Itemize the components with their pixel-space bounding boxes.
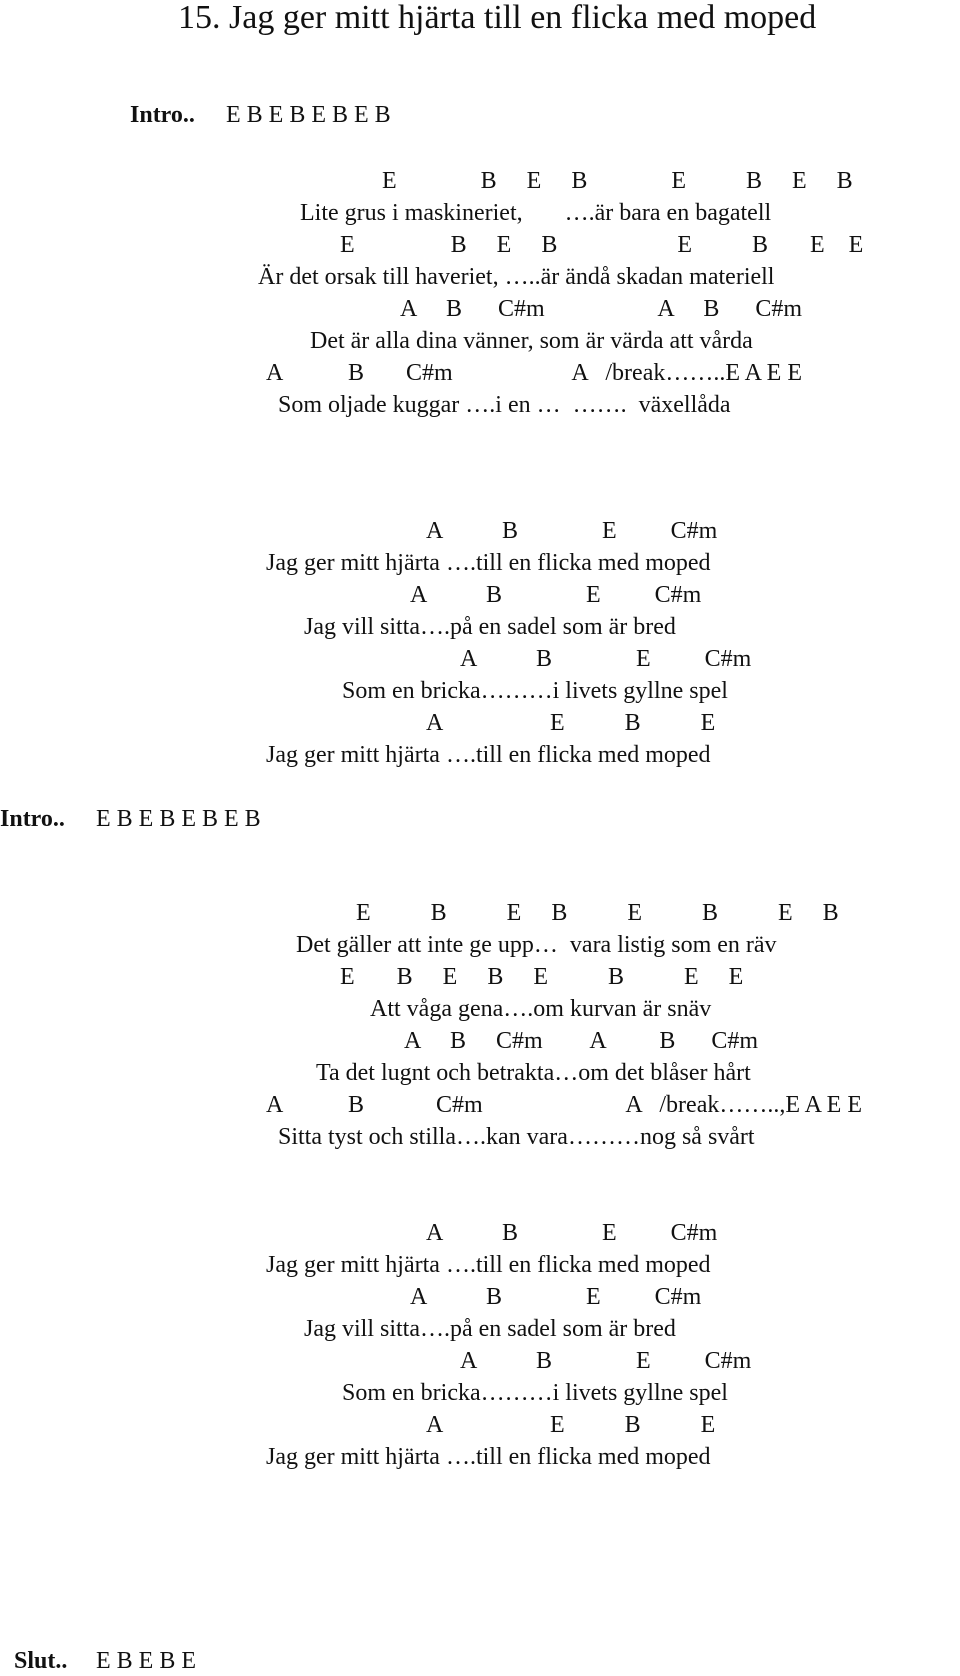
chord-line: A B C#m A /break……..,E A E E — [266, 1092, 863, 1118]
chord-line: A B E C#m — [426, 518, 718, 544]
chord-line: A B E C#m — [426, 1220, 718, 1246]
song-title: 15. Jag ger mitt hjärta till en flicka med moped — [178, 0, 817, 36]
lyric-line: Jag vill sitta….på en sadel som är bred — [304, 1316, 676, 1342]
chord-line: E B E B E B E E — [340, 964, 744, 990]
lyric-line: Som oljade kuggar ….i en … ……. växellåda — [278, 392, 731, 418]
lyric-line: Lite grus i maskineriet, ….är bara en bagatell — [300, 200, 772, 226]
lyric-line: Jag ger mitt hjärta ….till en flicka med moped — [266, 1444, 711, 1470]
lyric-line: Jag ger mitt hjärta ….till en flicka med moped — [266, 742, 711, 768]
lyric-line: Som en bricka………i livets gyllne spel — [342, 1380, 728, 1406]
chord-line: E B E B E B E B — [382, 168, 853, 194]
lyric-line: Det är alla dina vänner, som är värda att vårda — [310, 328, 753, 354]
lyric-line: Att våga gena….om kurvan är snäv — [370, 996, 712, 1022]
outro-label: Slut.. — [14, 1648, 68, 1674]
lyric-line: Ta det lugnt och betrakta…om det blåser hårt — [316, 1060, 751, 1086]
chord-line: E B E B E B E B — [356, 900, 839, 926]
chord-line: A B E C#m — [410, 1284, 702, 1310]
chord-line: A B E C#m — [410, 582, 702, 608]
chord-line: A B C#m A /break……..E A E E — [266, 360, 803, 386]
intro-chords: E B E B E B E B — [96, 806, 261, 832]
chord-line: E B E B E B E E — [340, 232, 864, 258]
lyric-line: Jag ger mitt hjärta ….till en flicka med moped — [266, 1252, 711, 1278]
chord-line: A B E C#m — [460, 1348, 752, 1374]
lyric-line: Jag vill sitta….på en sadel som är bred — [304, 614, 676, 640]
chord-line: A B C#m A B C#m — [404, 1028, 759, 1054]
lyric-line: Som en bricka………i livets gyllne spel — [342, 678, 728, 704]
lyric-line: Jag ger mitt hjärta ….till en flicka med moped — [266, 550, 711, 576]
intro-chords: E B E B E B E B — [226, 102, 391, 128]
chord-line: A B E C#m — [460, 646, 752, 672]
chord-line: A E B E — [426, 1412, 716, 1438]
intro-label: Intro.. — [130, 102, 195, 128]
lyric-line: Sitta tyst och stilla….kan vara………nog så svårt — [278, 1124, 755, 1150]
outro-chords: E B E B E — [96, 1648, 196, 1674]
intro-label: Intro.. — [0, 806, 65, 832]
lyric-line: Är det orsak till haveriet, …..är ändå skadan materiell — [258, 264, 775, 290]
chord-line: A E B E — [426, 710, 716, 736]
lyric-line: Det gäller att inte ge upp… vara listig som en räv — [296, 932, 777, 958]
chord-line: A B C#m A B C#m — [400, 296, 803, 322]
